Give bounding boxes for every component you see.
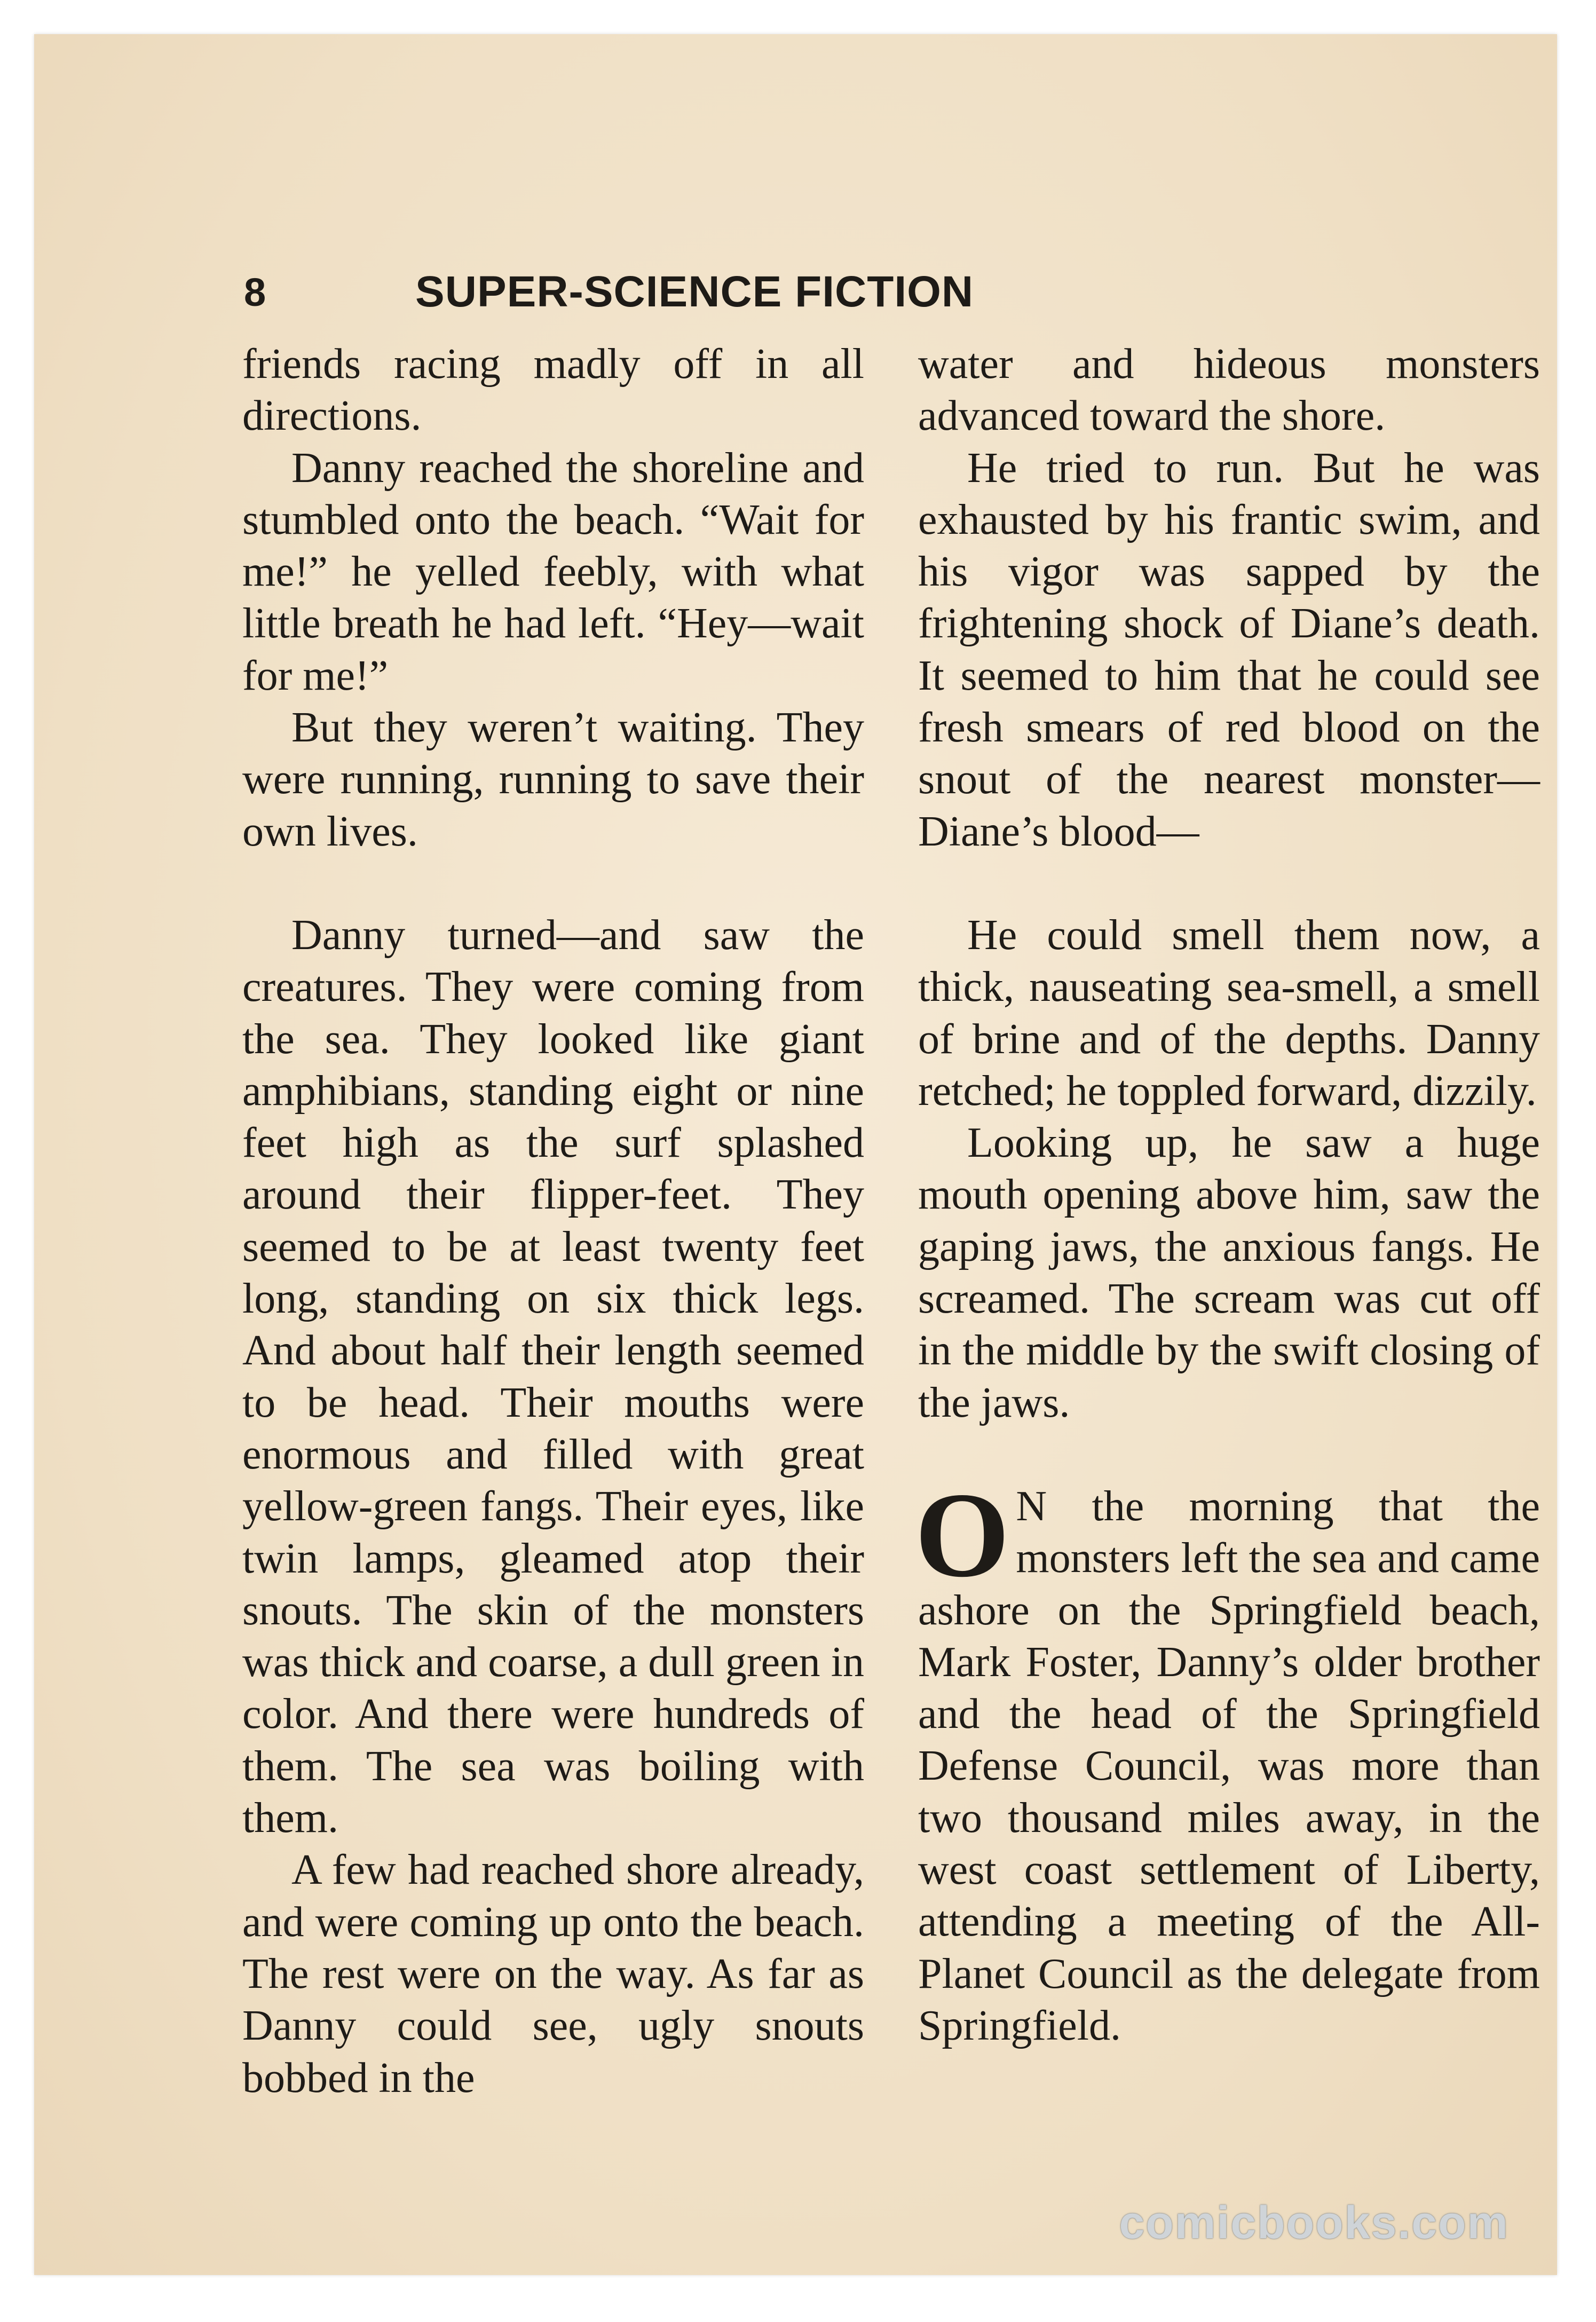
paragraph: But they weren’t waiting. They were running, running to save their own lives. bbox=[242, 704, 864, 855]
section-break bbox=[918, 858, 1540, 910]
paragraph: A few had reached shore already, and were coming up onto the beach. The rest were on the way. As far as Danny could see, ugly snouts bobbed in the bbox=[242, 1846, 864, 2102]
chapter-opening-paragraph bbox=[915, 1467, 1540, 2052]
book-page bbox=[34, 34, 1557, 2275]
drop-cap: O bbox=[915, 1467, 1010, 1602]
paragraph: Danny turned—and saw the creatures. They were coming from the sea. They looked like giant amphibians, standing eight or nine feet high as the surf splashed around their flipper-feet. They seemed to be at least twenty feet long, standing on six thick legs. And about half their length seemed to be head. Their mouths were enormous and filled with great yellow-green fangs. Their eyes, like twin lamps, gleamed atop their snouts. The skin of the monsters was thick and coarse, a dull green in color. And there were hundreds of them. The sea was boiling with them. bbox=[242, 911, 864, 1842]
paragraph: Danny reached the shoreline and stumbled onto the beach. “Wait for me!” he yelled feebly, with what little breath he had left. “Hey—wait for me!” bbox=[242, 444, 864, 699]
running-title: SUPER-SCIENCE FICTION bbox=[415, 267, 974, 316]
paragraph: He could smell them now, a thick, nauseating sea-smell, a smell of brine and of the depths. Danny retched; he toppled forward, dizzily. bbox=[918, 911, 1540, 1115]
left-column bbox=[242, 338, 864, 2217]
page-number: 8 bbox=[244, 270, 266, 314]
paragraph: He tried to run. But he was exhausted by his frantic swim, and his vigor was sapped by the frightening shock of Diane’s death. It seemed to him that he could see fresh smears of red blood on the snout of the nearest monster—Diane’s blood— bbox=[918, 444, 1540, 855]
page-header bbox=[244, 263, 1143, 321]
section-break bbox=[242, 858, 864, 910]
right-column bbox=[915, 338, 1540, 2217]
watermark: comicbooks.com bbox=[1119, 2197, 1509, 2248]
section-break bbox=[918, 1429, 1540, 1481]
paragraph-text: N the morning that the monsters left the sea and came ashore on the Springfield beach, Mark Foster, Danny’s older brother and the head of the Springfield Defense Council, was more than two thousand miles away, in the west coast settlement of Liberty, attending a meeting of the All-Planet Council as the delegate from Springfield. bbox=[918, 1482, 1540, 2049]
paragraph: Looking up, he saw a huge mouth opening above him, saw the gaping jaws, the anxious fangs. He screamed. The scream was cut off in the middle by the swift closing of the jaws. bbox=[918, 1119, 1540, 1426]
paragraph: water and hideous monsters advanced toward the shore. bbox=[918, 341, 1540, 440]
paragraph: friends racing madly off in all directions. bbox=[242, 341, 864, 440]
